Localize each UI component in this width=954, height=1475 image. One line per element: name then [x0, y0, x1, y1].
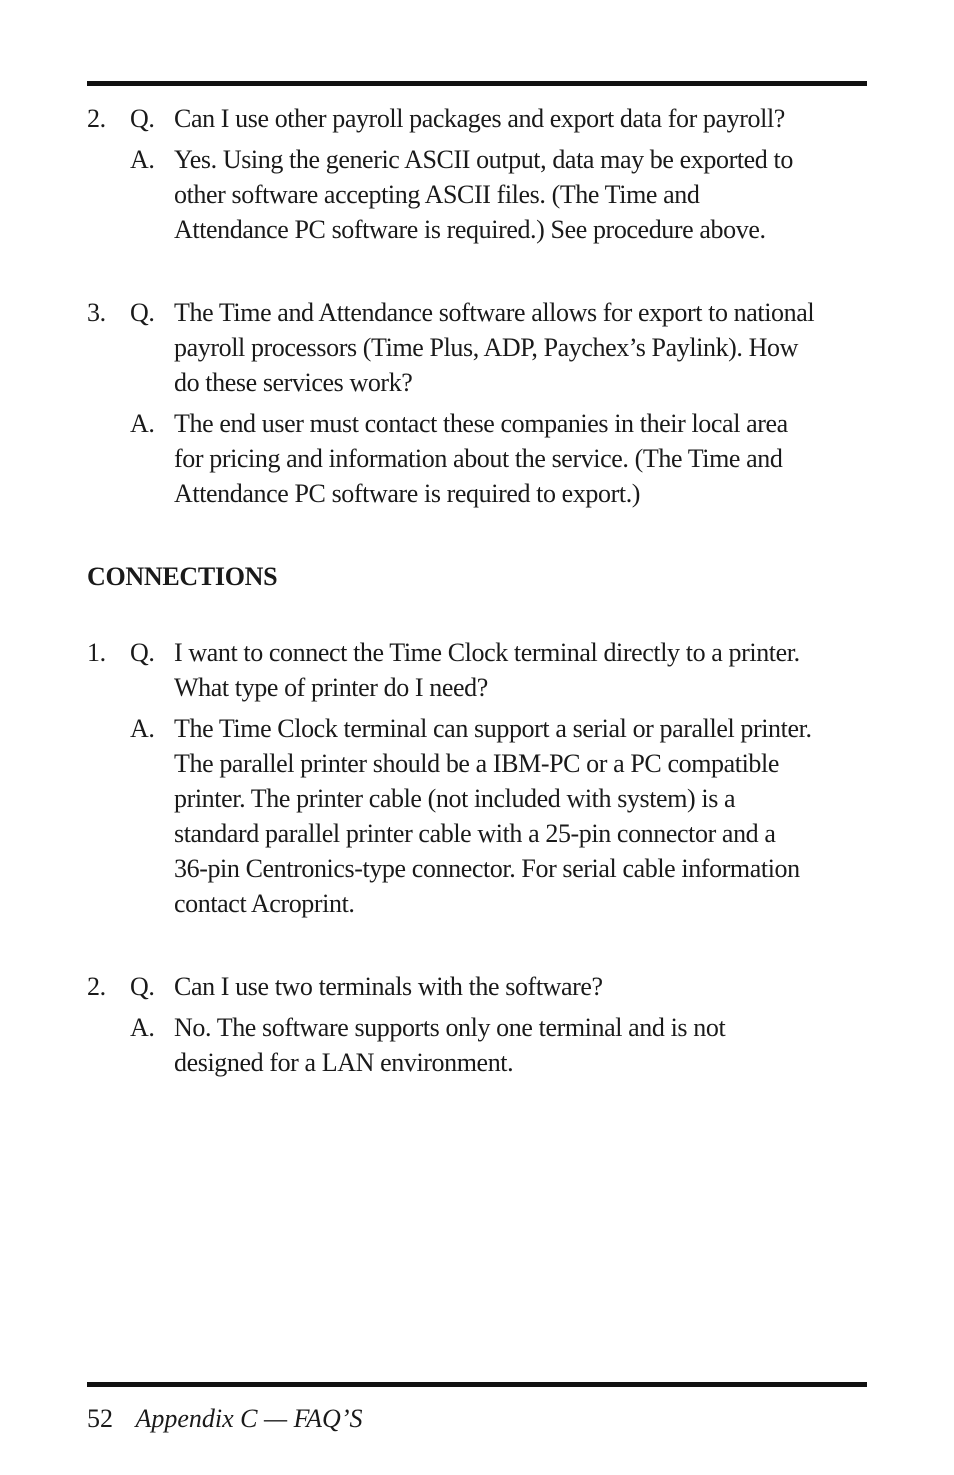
- answer-line: standard parallel printer cable with a 25-pin connector and a: [174, 819, 776, 848]
- question-line: payroll processors (Time Plus, ADP, Paychex’s Paylink). How: [174, 333, 798, 362]
- answer-line: contact Acroprint.: [174, 889, 355, 918]
- answer-row: [87, 406, 877, 511]
- question-row: [87, 101, 877, 136]
- faq-item: [87, 101, 877, 247]
- question-tag: Q.: [130, 972, 155, 1001]
- section-heading: CONNECTIONS: [87, 562, 278, 591]
- item-number: 2.: [87, 972, 106, 1001]
- answer-line: No. The software supports only one terminal and is not: [174, 1013, 726, 1042]
- answer-row: [87, 1010, 877, 1080]
- question-line: Can I use other payroll packages and export data for payroll?: [174, 104, 785, 133]
- bottom-rule: [87, 1382, 867, 1387]
- answer-line: 36-pin Centronics-type connector. For serial cable information: [174, 854, 800, 883]
- question-line: The Time and Attendance software allows for export to national: [174, 298, 815, 327]
- answer-line: designed for a LAN environment.: [174, 1048, 514, 1077]
- question-tag: Q.: [130, 298, 155, 327]
- faq-item: [87, 635, 877, 921]
- question-line: What type of printer do I need?: [174, 673, 488, 702]
- question-tag: Q.: [130, 104, 155, 133]
- question-row: [87, 635, 877, 705]
- question-line: I want to connect the Time Clock terminal directly to a printer.: [174, 638, 800, 667]
- question-row: [87, 969, 877, 1004]
- question-line: Can I use two terminals with the software?: [174, 972, 603, 1001]
- question-row: [87, 295, 877, 400]
- answer-row: [87, 711, 877, 921]
- answer-tag: A.: [130, 1013, 155, 1042]
- answer-line: The end user must contact these companies in their local area: [174, 409, 788, 438]
- answer-line: other software accepting ASCII files. (The Time and: [174, 180, 700, 209]
- faq-item: [87, 969, 877, 1080]
- page-footer: [87, 1401, 363, 1436]
- top-rule: [87, 81, 867, 86]
- answer-line: The parallel printer should be a IBM-PC or a PC compatible: [174, 749, 779, 778]
- answer-tag: A.: [130, 409, 155, 438]
- answer-line: The Time Clock terminal can support a serial or parallel printer.: [174, 714, 812, 743]
- answer-line: Attendance PC software is required.) See procedure above.: [174, 215, 766, 244]
- answer-row: [87, 142, 877, 247]
- answer-line: printer. The printer cable (not included with system) is a: [174, 784, 736, 813]
- item-number: 3.: [87, 298, 106, 327]
- answer-tag: A.: [130, 145, 155, 174]
- answer-line: Attendance PC software is required to export.): [174, 479, 641, 508]
- answer-tag: A.: [130, 714, 155, 743]
- answer-line: for pricing and information about the service. (The Time and: [174, 444, 783, 473]
- faq-item: [87, 295, 877, 511]
- answer-line: Yes. Using the generic ASCII output, data may be exported to: [174, 145, 793, 174]
- footer-section-title: Appendix C — FAQ’S: [135, 1404, 363, 1433]
- question-line: do these services work?: [174, 368, 413, 397]
- page-number: 52: [87, 1404, 113, 1433]
- item-number: 2.: [87, 104, 106, 133]
- question-tag: Q.: [130, 638, 155, 667]
- item-number: 1.: [87, 638, 106, 667]
